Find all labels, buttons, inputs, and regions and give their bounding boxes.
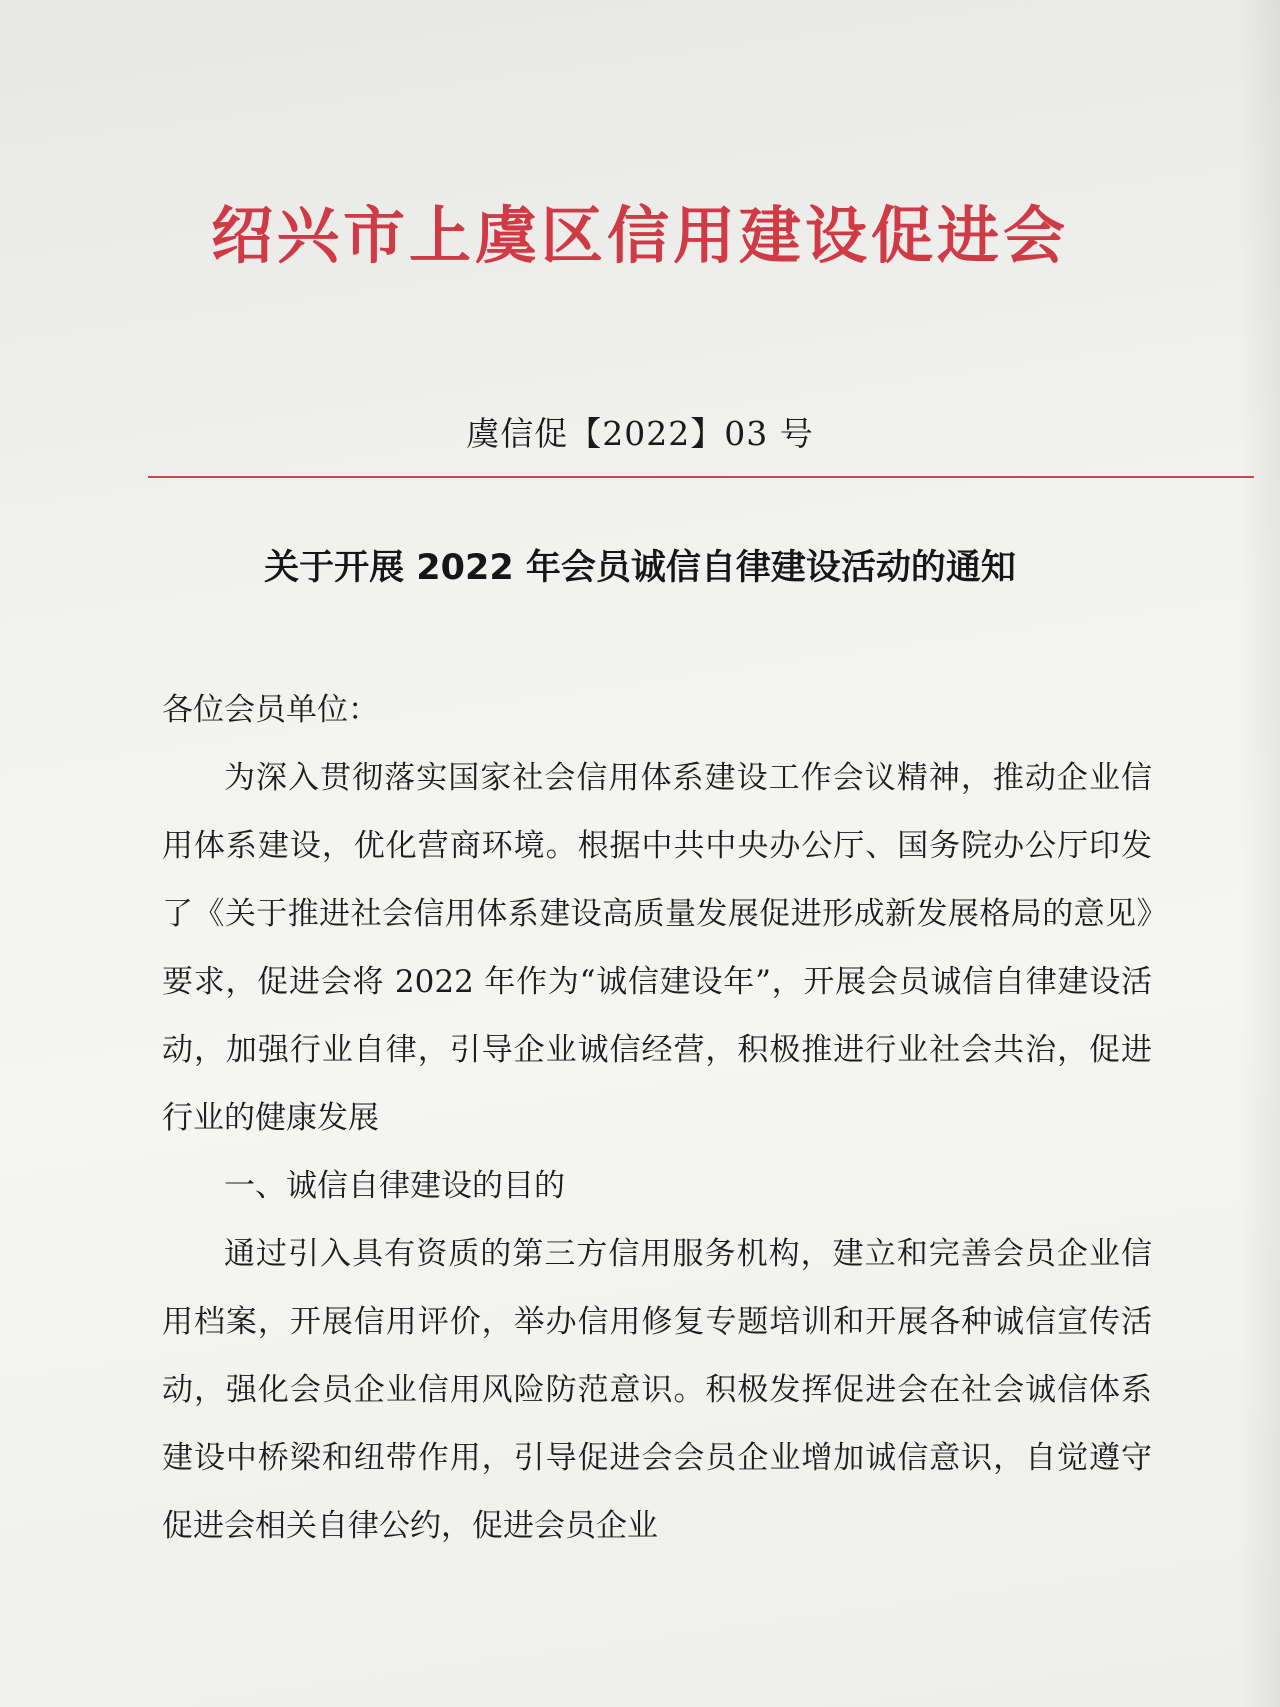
page-edge-shadow (1240, 0, 1280, 1707)
notice-title: 关于开展 2022 年会员诚信自律建设活动的通知 (264, 548, 1016, 588)
letterhead-organization: 绍兴市上虞区信用建设促进会 (210, 199, 1069, 272)
letterhead-divider (148, 476, 1254, 478)
body-paragraph-1: 为深入贯彻落实国家社会信用体系建设工作会议精神，推动企业信用体系建设，优化营商环境。根据中共中央办公厅、国务院办公厅印发了《关于推进社会信用体系建设高质量发展促进形成新发展格局的意见》要求，促进会将 2022 年作为“诚信建设年”，开展会员诚信自律建设活动，加强行业自律，引导企业诚信经营，积极推进行业社会共治，促进行业的健康发展 (162, 760, 1152, 1136)
section-heading-1: 一、诚信自律建设的目的 (224, 1168, 565, 1204)
salutation: 各位会员单位： (162, 692, 379, 728)
body-paragraph-2: 通过引入具有资质的第三方信用服务机构，建立和完善会员企业信用档案，开展信用评价，举办信用修复专题培训和开展各种诚信宣传活动，强化会员企业信用风险防范意识。积极发挥促进会在社会诚信体系建设中桥梁和纽带作用，引导促进会会员企业增加诚信意识，自觉遵守促进会相关自律公约，促进会员企业 (162, 1236, 1152, 1544)
document-number: 虞信促【2022】03 号 (466, 414, 814, 453)
